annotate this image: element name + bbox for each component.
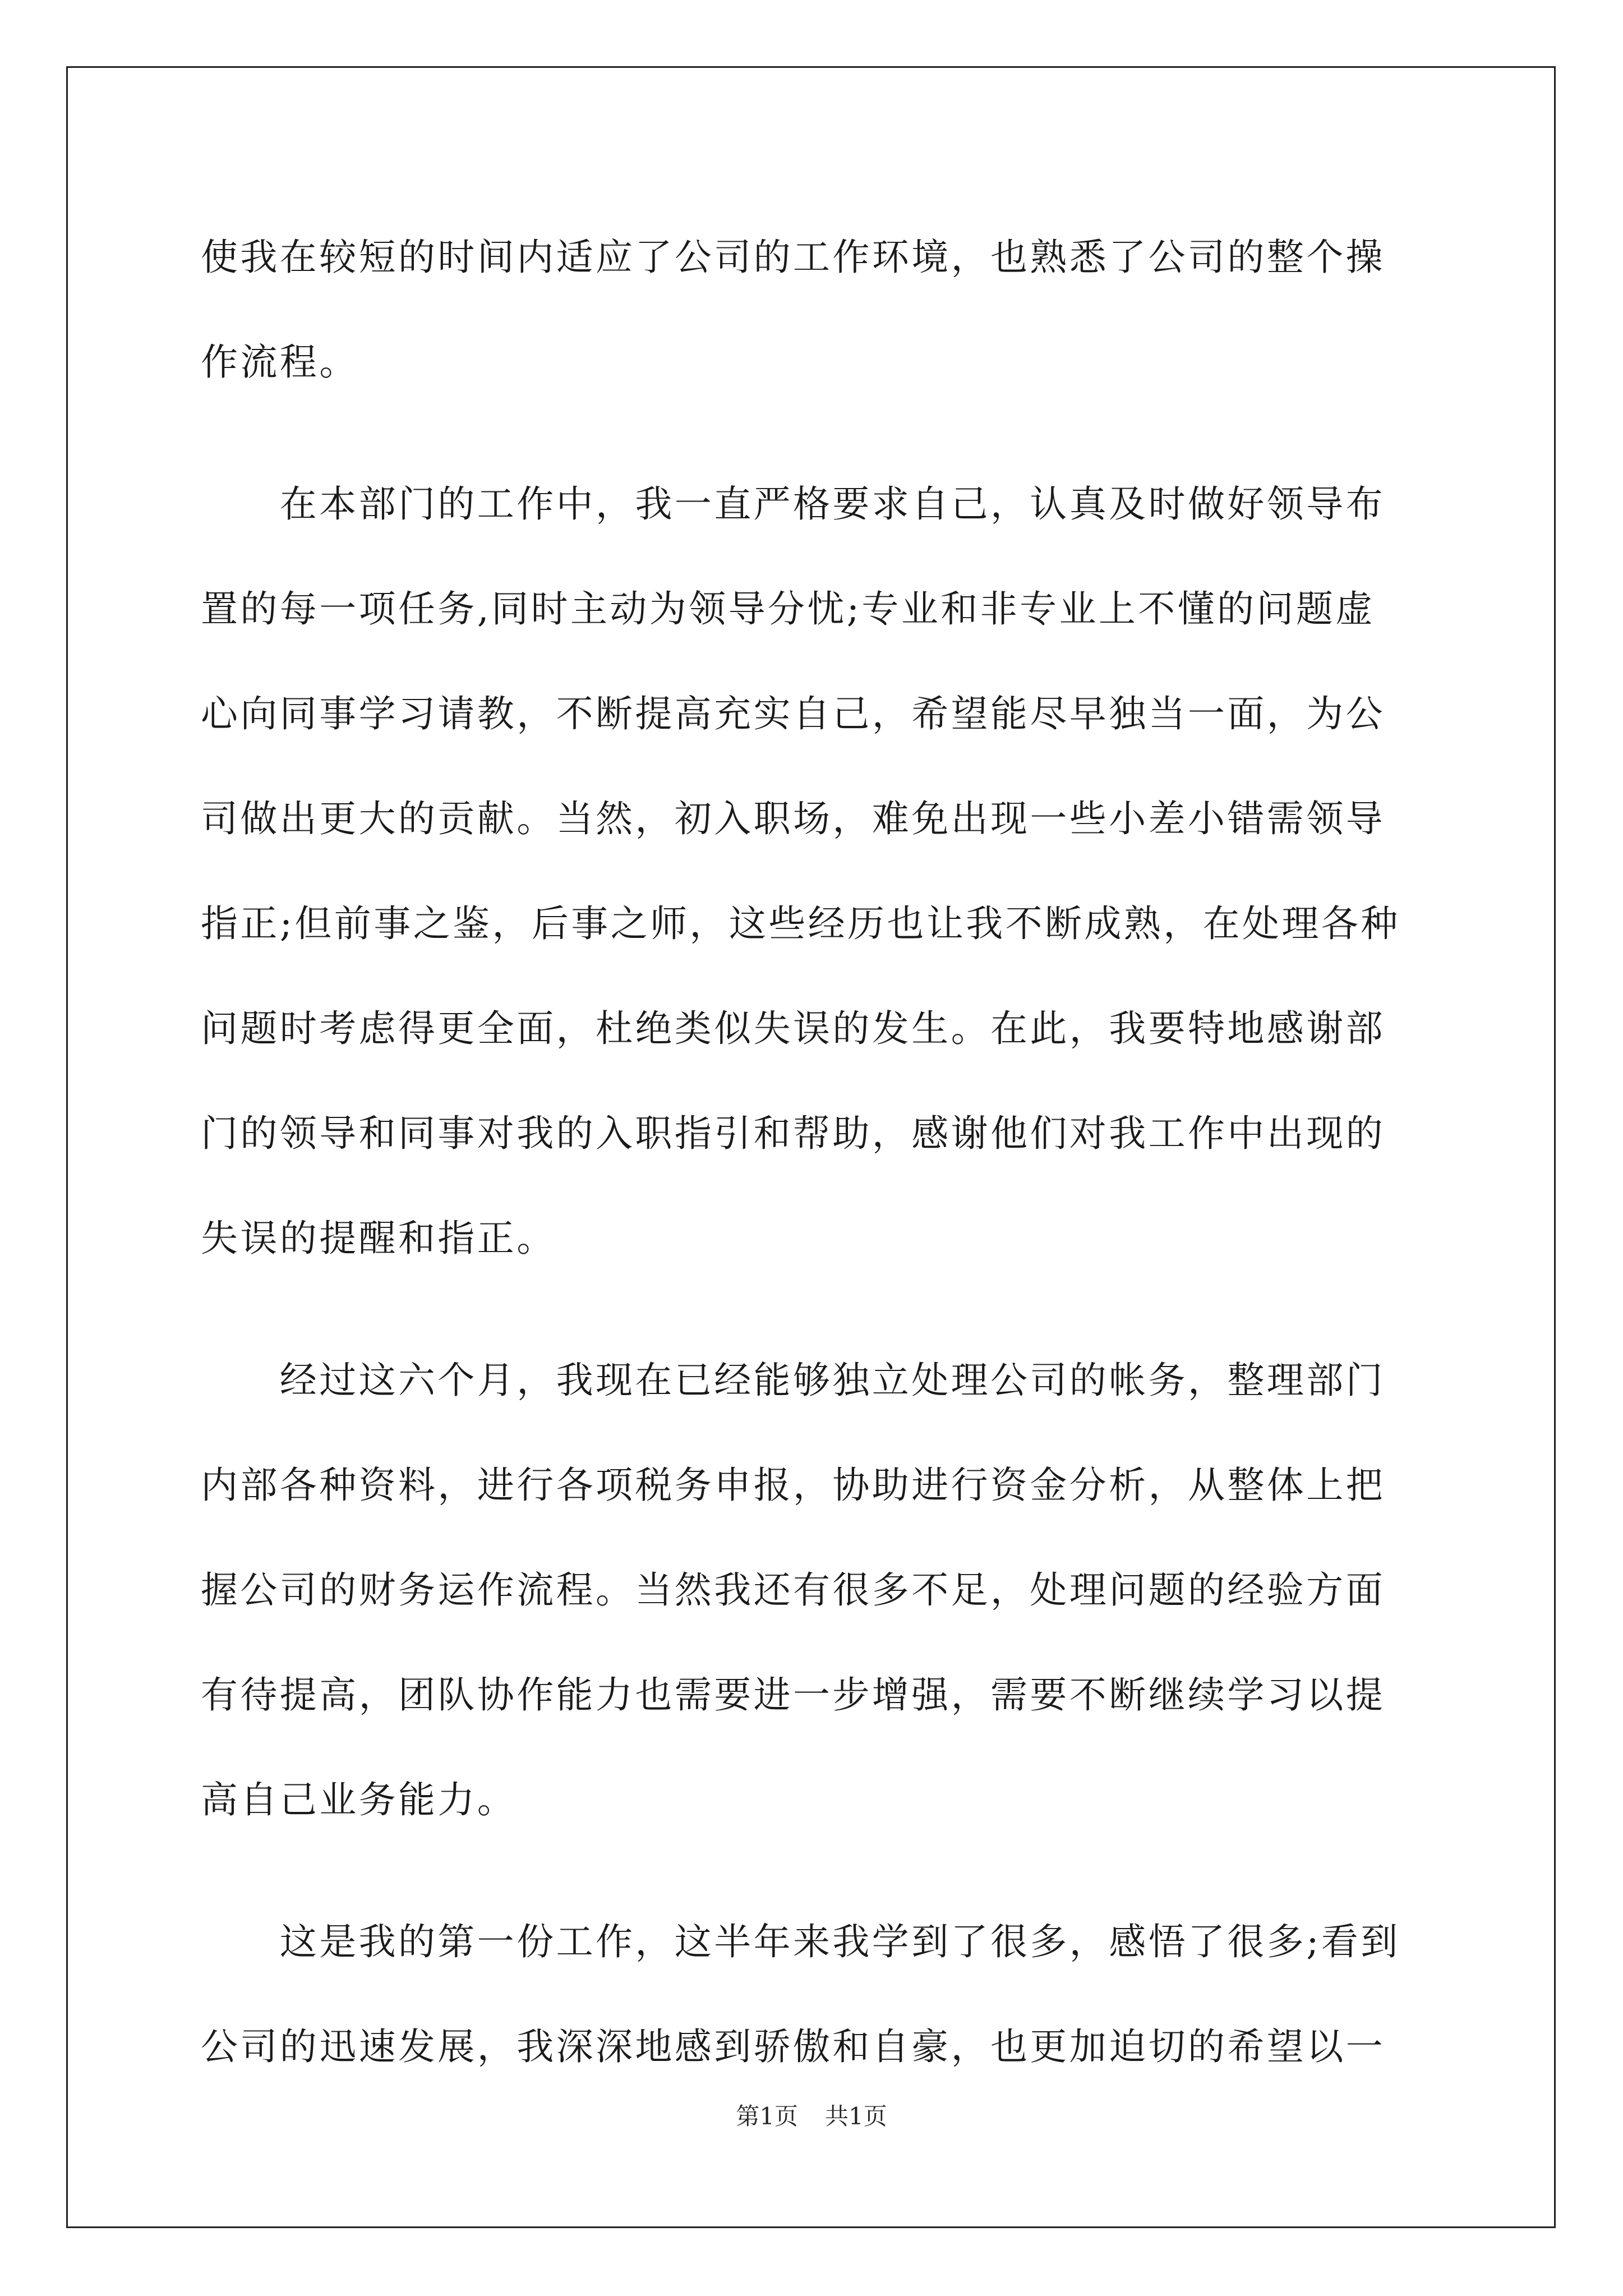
paragraph-spacer	[201, 1291, 1435, 1328]
text-line: 这是我的第一份工作，这半年来我学到了很多，感悟了很多;看到	[201, 1920, 1400, 1963]
text-line: 有待提高，团队协作能力也需要进一步增强，需要不断继续学习以提	[201, 1673, 1385, 1717]
text-line: 司做出更大的贡献。当然，初入职场，难免出现一些小差小错需领导	[201, 797, 1385, 840]
text-line: 门的领导和同事对我的入职指引和帮助，感谢他们对我工作中出现的	[201, 1112, 1385, 1155]
paragraph	[201, 1328, 1435, 1852]
text-line: 心向同事学习请教，不断提高充实自己，希望能尽早独当一面，为公	[201, 692, 1385, 735]
text-line: 内部各种资料，进行各项税务申报，协助进行资金分析，从整体上把	[201, 1464, 1385, 1507]
paragraph	[201, 452, 1435, 1291]
page-footer	[0, 2098, 1623, 2132]
text-line: 高自己业务能力。	[201, 1778, 517, 1821]
text-line: 使我在较短的时间内适应了公司的工作环境，也熟悉了公司的整个操	[201, 236, 1385, 279]
text-line: 问题时考虑得更全面，杜绝类似失误的发生。在此，我要特地感谢部	[201, 1007, 1385, 1050]
total-pages: 共1页	[825, 2102, 887, 2130]
paragraph-spacer	[201, 1852, 1435, 1889]
text-line: 作流程。	[201, 341, 359, 384]
document-body	[201, 205, 1435, 2099]
text-line: 指正;但前事之鉴，后事之师，这些经历也让我不断成熟，在处理各种	[201, 902, 1400, 945]
paragraph	[201, 205, 1435, 415]
text-line: 握公司的财务运作流程。当然我还有很多不足，处理问题的经验方面	[201, 1568, 1385, 1612]
paragraph-spacer	[201, 415, 1435, 452]
text-line: 置的每一项任务,同时主动为领导分忧;专业和非专业上不懂的问题虚	[201, 587, 1375, 631]
text-line: 在本部门的工作中，我一直严格要求自己，认真及时做好领导布	[201, 482, 1385, 526]
page-number: 第1页	[736, 2102, 798, 2130]
text-line: 失误的提醒和指正。	[201, 1217, 556, 1260]
text-line: 经过这六个月，我现在已经能够独立处理公司的帐务，整理部门	[201, 1359, 1385, 1402]
paragraph	[201, 1889, 1435, 2099]
text-line: 公司的迅速发展，我深深地感到骄傲和自豪，也更加迫切的希望以一	[201, 2025, 1385, 2068]
